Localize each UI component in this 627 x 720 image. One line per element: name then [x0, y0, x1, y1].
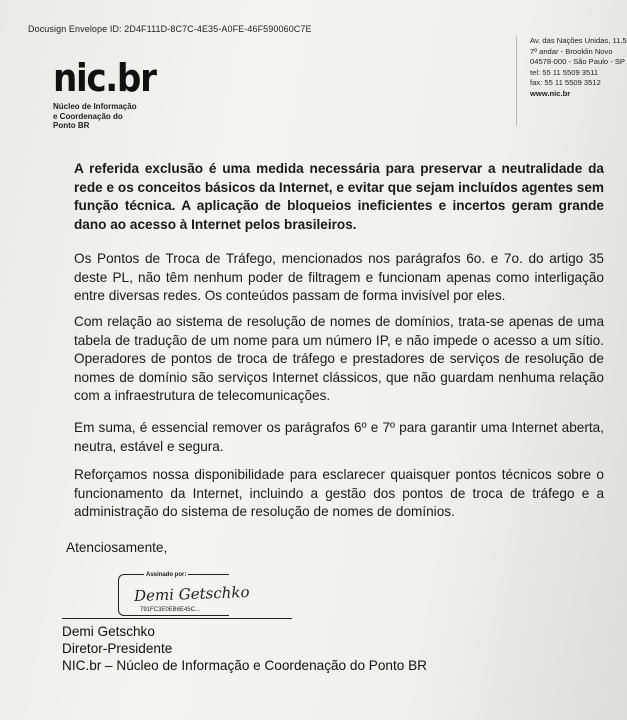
org-name: [53, 102, 137, 131]
address-line: 04578-000 - São Paulo - SP: [530, 57, 625, 66]
handwritten-signature: Demi Getschko: [133, 582, 250, 606]
signer-title: Diretor-Presidente: [62, 641, 173, 656]
signature-line: [62, 618, 292, 619]
signer-org: NIC.br – Núcleo de Informação e Coordenação do Ponto BR: [62, 658, 427, 673]
address-line: Av. das Nações Unidas, 11.5: [530, 36, 627, 45]
org-line: Ponto BR: [53, 121, 90, 130]
website-line: www.nic.br: [530, 88, 571, 98]
phone-line: tel: 55 11 5509 3511: [530, 67, 599, 77]
address-line: 7º andar - Brooklin Novo: [530, 46, 613, 56]
envelope-id: Docusign Envelope ID: 2D4F111D-8C7C-4E35-A0FE-46F590060C7E: [28, 24, 312, 34]
fax-line: fax: 55 11 5509 3512: [530, 78, 601, 87]
paragraph: Em suma, é essencial remover os parágrafos 6º e 7º para garantir uma Internet aberta, neutra, estável e segura.: [74, 420, 604, 454]
address-block: [516, 36, 627, 126]
nic-br-logo: nic.br: [53, 56, 156, 100]
signature-cert-id: 791FC3E0EB6E45C...: [140, 607, 201, 613]
org-line: Núcleo de Informação: [53, 102, 137, 111]
signer-block: [62, 623, 427, 674]
paragraph: Os Pontos de Troca de Tráfego, mencionados nos parágrafos 6o. e 7o. do artigo 35 deste PL, não têm nenhum poder de filtragem e funcionam apenas como interligação entre diversas redes. Os conteúdos passam de forma invisível por eles.: [74, 251, 604, 303]
paragraph: Com relação ao sistema de resolução de nomes de domínios, trata-se apenas de uma tabela de tradução de um nome para um número IP, e não impede o acesso a um sítio. Operadores de pontos de troca de tráfego e prestadores de serviços de resolução de nomes de domínio são serviços Internet clássicos, que não guardam nenhuma relação com a infraestrutura de telecomunicações.: [74, 314, 604, 403]
org-line: e Coordenação do: [53, 111, 123, 121]
signer-name: Demi Getschko: [62, 624, 155, 639]
paragraph-bold: A referida exclusão é uma medida necessária para preservar a neutralidade da rede e os conceitos básicos da Internet, e evitar que sejam incluídos agentes sem função técnica. A aplicação de bloqueios ineficientes e incertos geram grande dano ao acesso à Internet pelos brasileiros.: [74, 161, 604, 232]
closing: Atenciosamente,: [66, 540, 168, 555]
paragraph: Reforçamos nossa disponibilidade para esclarecer quaisquer pontos técnicos sobre o funcionamento da Internet, incluindo a gestão dos pontos de troca de tráfego e a administração do sistema de resolução de nomes de domínios.: [74, 467, 604, 519]
signed-by-label: Assinado por:: [146, 572, 187, 578]
